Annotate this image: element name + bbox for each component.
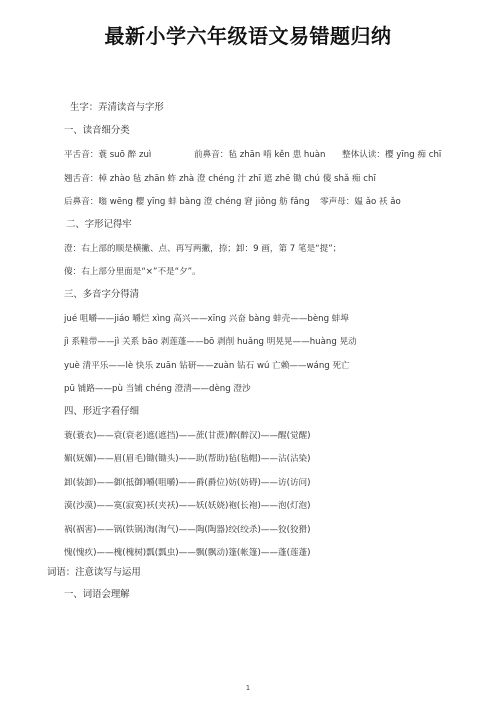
polyphone-line-2: jì 系鞋带——jì 关系 bāo 剥莲蓬——bō 剥削 huǎng 明晃晃——huàng 晃动: [64, 337, 357, 347]
polyphone-line-4: pū 铺路——pù 当铺 chéng 澄清——dèng 澄沙: [64, 384, 251, 394]
zhengti-text: 整体认读：樱 yīng 痴 chī: [342, 150, 442, 160]
qiaoshe-text: 翘舌音：棹 zhào 毡 zhān 蚱 zhà 澄 chéng 汁 zhī 遮 zhē 锄 chú 傻 shǎ 痴 chī: [64, 174, 376, 184]
vocab-subheading: 一、词语会理解: [64, 589, 130, 600]
glyph-note-2: 傻：右上部分里面是“×”不是“夕”。: [64, 267, 201, 277]
houbi-text: 后鼻音：嗡 wēng 樱 yīng 蚌 bàng 澄 chéng 窘 jiǒng 舫 fǎng: [64, 197, 310, 207]
vocab-heading: 词语：注意读写与运用: [47, 567, 141, 578]
section-heading-4: 四、形近字看仔细: [64, 406, 140, 417]
section-heading-2: 二、字形记得牢: [66, 219, 132, 230]
similar-char-line-3: 卸(装卸)——御(抵御)嚼(咀嚼)——爵(爵位)妨(妨碍)——访(访问): [64, 478, 311, 488]
similar-char-line-5: 祸(祸害)——锅(铁锅)淘(淘气)——陶(陶器)绞(绞杀)——狡(狡猾): [64, 525, 311, 535]
page-number: 1: [245, 684, 251, 692]
lingshengmu-text: 零声母：媪 ǎo 袄 ǎo: [320, 197, 401, 207]
glyph-note-1: 澄：右上部的顺是横撇、点、再写两撇，捺；卸：9 画，第 7 笔是“提”；: [64, 244, 342, 254]
qianbi-text: 前鼻音：毡 zhān 啃 kěn 患 huàn: [194, 150, 326, 160]
polyphone-line-1: jué 咀嚼——jiáo 嚼烂 xìng 高兴——xīng 兴奋 bàng 蚌壳——bèng 蚌埠: [64, 314, 349, 324]
similar-char-line-1: 蓑(蓑衣)——衰(衰老)遮(遮挡)——蔗(甘蔗)醉(醉汉)——醒(觉醒): [64, 431, 311, 441]
section-heading-1: 一、读音细分类: [64, 125, 130, 136]
pronunciation-row-3: [64, 196, 496, 208]
section-intro: 生字：弄清读音与字形: [70, 102, 164, 113]
polyphone-line-3: yuè 清平乐——lè 快乐 zuān 钻研——zuàn 钻石 wú 亡赖——wáng 死亡: [64, 361, 350, 371]
similar-char-line-2: 媚(妩媚)——眉(眉毛)锄(锄头)——助(帮助)毡(毡帽)——沾(沾染): [64, 454, 311, 464]
pingshe-text: 平舌音：蓑 suō 醉 zuì: [64, 150, 152, 160]
similar-char-line-4: 漠(沙漠)——寞(寂寞)袄(夹袄)——妖(妖娆)袍(长袍)——泡(灯泡): [64, 501, 311, 511]
pronunciation-row-1: [64, 149, 496, 161]
section-heading-3: 三、多音字分得清: [64, 289, 140, 300]
similar-char-line-6: 愧(愧疚)——槐(槐树)瓢(瓢虫)——飘(飘动)篷(帐篷)——蓬(莲蓬): [64, 548, 311, 558]
page-title: 最新小学六年级语文易错题归纳: [104, 24, 392, 48]
